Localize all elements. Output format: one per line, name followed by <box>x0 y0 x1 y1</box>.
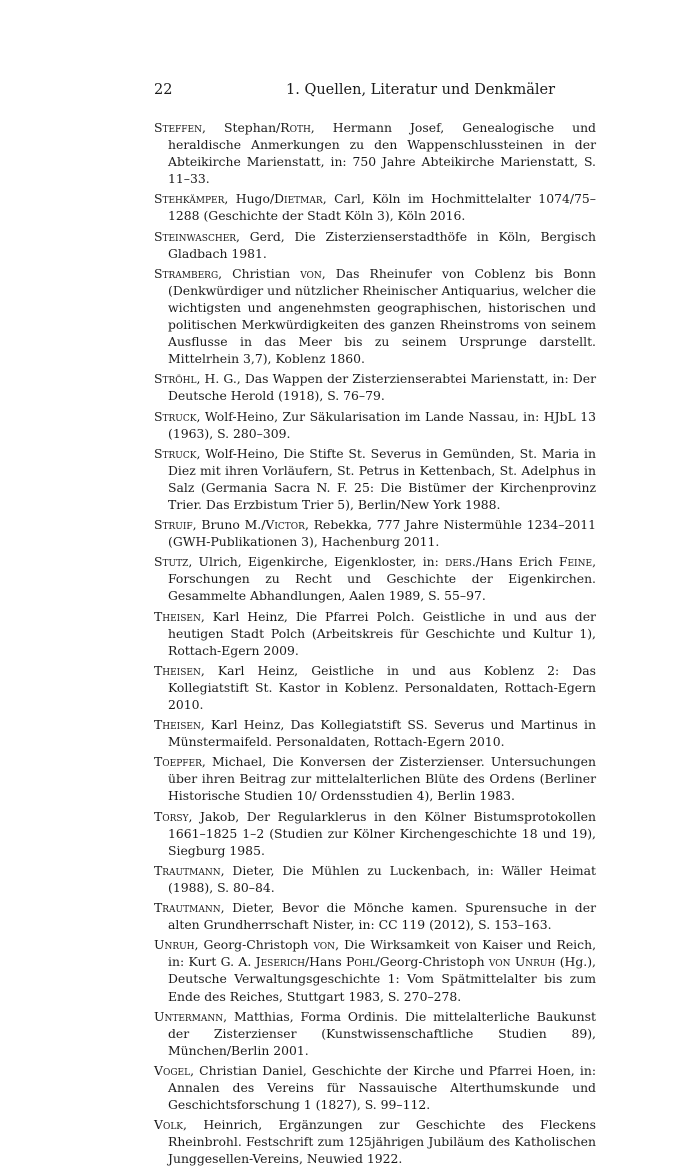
entry-text: , Matthias, Forma Ordinis. Die mittelalterliche Baukunst der Zisterzienser (Kunstwissenschaftliche Studien 89), München/Berlin 2001. <box>168 1008 596 1058</box>
bibliography-entry <box>154 370 596 404</box>
entry-name-smallcaps: Jeserich <box>255 954 305 970</box>
entry-name-smallcaps: Steinwascher <box>154 228 237 244</box>
running-title: 1. Quellen, Literatur und Denkmäler <box>286 82 556 98</box>
entry-name-smallcaps: Theisen <box>154 662 201 678</box>
bibliography-entry <box>154 119 596 187</box>
entry-text: , Bruno M./ <box>192 517 266 533</box>
entry-text: /Hans Erich <box>475 554 559 570</box>
entry-text: , Karl Heinz, Die Pfarrei Polch. Geistliche in und aus der heutigen Stadt Polch (Arbeitskreis für Geschichte und Kultur 1), Rottach-Egern 2009. <box>168 608 596 658</box>
entry-text: , Georg-Christoph <box>194 937 314 953</box>
entry-name-smallcaps: Steffen <box>154 120 202 135</box>
entry-name-smallcaps: Feine <box>558 554 593 570</box>
entry-name-smallcaps: Toepfer <box>154 754 202 770</box>
entry-text: , Forschungen zu Recht und Geschichte der Eigenkirchen. Gesammelte Abhandlungen, Aalen 1989, S. 55–97. <box>168 554 597 604</box>
entry-text: , Christian Daniel, Geschichte der Kirche und Pfarrei Hoen, in: Annalen des Vereins für Nassauische Alterthumskunde und Geschichtsforschung 1 (1827), S. 99–112. <box>168 1062 596 1113</box>
bibliography-entry <box>154 1008 596 1059</box>
entry-text: , Hermann Josef, Genealogische und heraldische Anmerkungen zu den Wappenschlussteinen in der Abteikirche Marienstatt, in: 750 Jahre Abteikirche Marienstatt, S. 11–33. <box>168 120 596 187</box>
entry-name-smallcaps: Trautmann <box>154 862 221 878</box>
entry-name-smallcaps: Untermann <box>154 1008 224 1024</box>
entry-text: , Dieter, Die Mühlen zu Luckenbach, in: Wäller Heimat (1988), S. 80–84. <box>168 862 596 895</box>
entry-text: /Hans <box>304 954 347 970</box>
page-number: 22 <box>154 82 173 98</box>
entry-text: , Das Rheinufer von Coblenz bis Bonn (Denkwürdiger und nützlicher Rheinischer Antiquarius, welcher die wichtigsten und angenehmsten geographischen, historischen und politischen Merkwürdigkeiten des ganzen Rheinstroms von seinem Ausflusse in das Meer bis zu seinem Ursprunge darstellt. Mittelrhein 3,7), Koblenz 1860. <box>168 265 596 367</box>
entry-text: , Christian <box>218 265 301 281</box>
bibliography-entry <box>154 265 596 368</box>
entry-name-smallcaps: von Unruh <box>488 954 556 970</box>
entry-name-smallcaps: Pohl <box>346 954 376 970</box>
entry-text: , Michael, Die Konversen der Zisterzienser. Untersuchungen über ihren Beitrag zur mittelalterlichen Blüte des Ordens (Berliner Historische Studien 10/ Ordensstudien 4), Berlin 1983. <box>168 754 596 804</box>
entry-text: , Jakob, Der Regularklerus in den Kölner Bistumsprotokollen 1661–1825 1–2 (Studien zur Kölner Kirchengeschichte 18 und 19), Siegburg 1985. <box>168 808 596 858</box>
entry-name-smallcaps: Ströhl <box>154 371 197 387</box>
bibliography-entry <box>154 808 596 859</box>
entry-name-smallcaps: Dietmar <box>274 191 323 207</box>
entry-name-smallcaps: Volk <box>154 1117 184 1133</box>
entry-text: , Hugo/ <box>224 191 275 207</box>
entry-name-smallcaps: ders. <box>445 554 476 570</box>
bibliography-entry <box>154 516 596 550</box>
bibliography-entry <box>154 608 596 659</box>
entry-text: , Stephan/ <box>202 120 281 135</box>
entry-text: , Karl Heinz, Das Kollegiatstift SS. Severus und Martinus in Münstermaifeld. Personaldaten, Rottach-Egern 2010. <box>168 717 596 750</box>
entry-text: /Georg-Christoph <box>375 954 489 970</box>
bibliography-entry <box>154 716 596 750</box>
entry-text: , Wolf-Heino, Die Stifte St. Severus in Gemünden, St. Maria in Diez mit ihren Vorläufern, St. Petrus in Kettenbach, St. Adelphus in Salz (Germania Sacra N. F. 25: Die Bistümer der Kirchenprovinz Trier. Das Erzbistum Trier 5), Berlin/New York 1988. <box>168 445 596 512</box>
bibliography-entry <box>154 445 596 513</box>
bibliography-entry <box>154 1062 596 1113</box>
entry-name-smallcaps: Roth <box>280 120 311 135</box>
entry-text: , H. G., Das Wappen der Zisterzienserabtei Marienstatt, in: Der Deutsche Herold (1918), S. 76–79. <box>168 371 596 404</box>
entry-text: , Rebekka, 777 Jahre Nistermühle 1234–2011 (GWH-Publikationen 3), Hachenburg 2011. <box>168 517 596 550</box>
bibliography-entry <box>154 1116 596 1167</box>
bibliography-entry <box>154 862 596 896</box>
entry-text: , Carl, Köln im Hochmittelalter 1074/75–1288 (Geschichte der Stadt Köln 3), Köln 2016. <box>168 191 596 224</box>
entry-text: (Hg.), Deutsche Verwaltungsgeschichte 1: Vom Spätmittelalter bis zum Ende des Reiches, Stuttgart 1983, S. 270–278. <box>168 954 596 1004</box>
entry-text: , Gerd, Die Zisterzienserstadthöfe in Köln, Bergisch Gladbach 1981. <box>168 228 596 261</box>
bibliography-list <box>154 119 596 1170</box>
bibliography-entry <box>154 190 596 224</box>
entry-name-smallcaps: Struck <box>154 408 197 424</box>
entry-name-smallcaps: Torsy <box>154 808 189 824</box>
entry-name-smallcaps: Theisen <box>154 608 201 624</box>
entry-name-smallcaps: von <box>313 937 336 953</box>
bibliography-entry <box>154 553 596 604</box>
entry-name-smallcaps: Stramberg <box>154 265 219 281</box>
entry-text: , Karl Heinz, Geistliche in und aus Koblenz 2: Das Kollegiatstift St. Kastor in Koblenz. Personaldaten, Rottach-Egern 2010. <box>168 662 596 712</box>
entry-text: , Dieter, Bevor die Mönche kamen. Spurensuche in der alten Grundherrschaft Nister, in: CC 119 (2012), S. 153–163. <box>168 900 596 933</box>
bibliography-entry <box>154 753 596 804</box>
entry-name-smallcaps: Unruh <box>154 937 195 953</box>
entry-name-smallcaps: Victor <box>265 517 305 533</box>
bibliography-entry <box>154 408 596 442</box>
bibliography-entry <box>154 662 596 713</box>
entry-text: , Die Wirksamkeit von Kaiser und Reich, in: Kurt G. A. <box>168 937 597 970</box>
entry-name-smallcaps: Trautmann <box>154 900 221 916</box>
entry-name-smallcaps: Vogel <box>154 1062 191 1078</box>
page-header <box>154 82 594 104</box>
bibliography-entry <box>154 936 596 1004</box>
entry-name-smallcaps: Stutz <box>154 554 189 570</box>
entry-name-smallcaps: Struif <box>154 517 193 533</box>
entry-name-smallcaps: Stehkämper <box>154 191 225 207</box>
entry-text: , Wolf-Heino, Zur Säkularisation im Lande Nassau, in: HJbL 13 (1963), S. 280–309. <box>168 408 596 441</box>
entry-name-smallcaps: Theisen <box>154 717 201 733</box>
entry-text: , Ulrich, Eigenkirche, Eigenkloster, in: <box>188 554 446 570</box>
entry-text: , Heinrich, Ergänzungen zur Geschichte des Fleckens Rheinbrohl. Festschrift zum 125jährigen Jubiläum des Katholischen Junggesellen-Vereins, Neuwied 1922. <box>168 1117 596 1167</box>
bibliography-entry <box>154 228 596 262</box>
entry-name-smallcaps: von <box>300 265 322 281</box>
bibliography-entry <box>154 899 596 933</box>
entry-name-smallcaps: Struck <box>154 445 197 461</box>
